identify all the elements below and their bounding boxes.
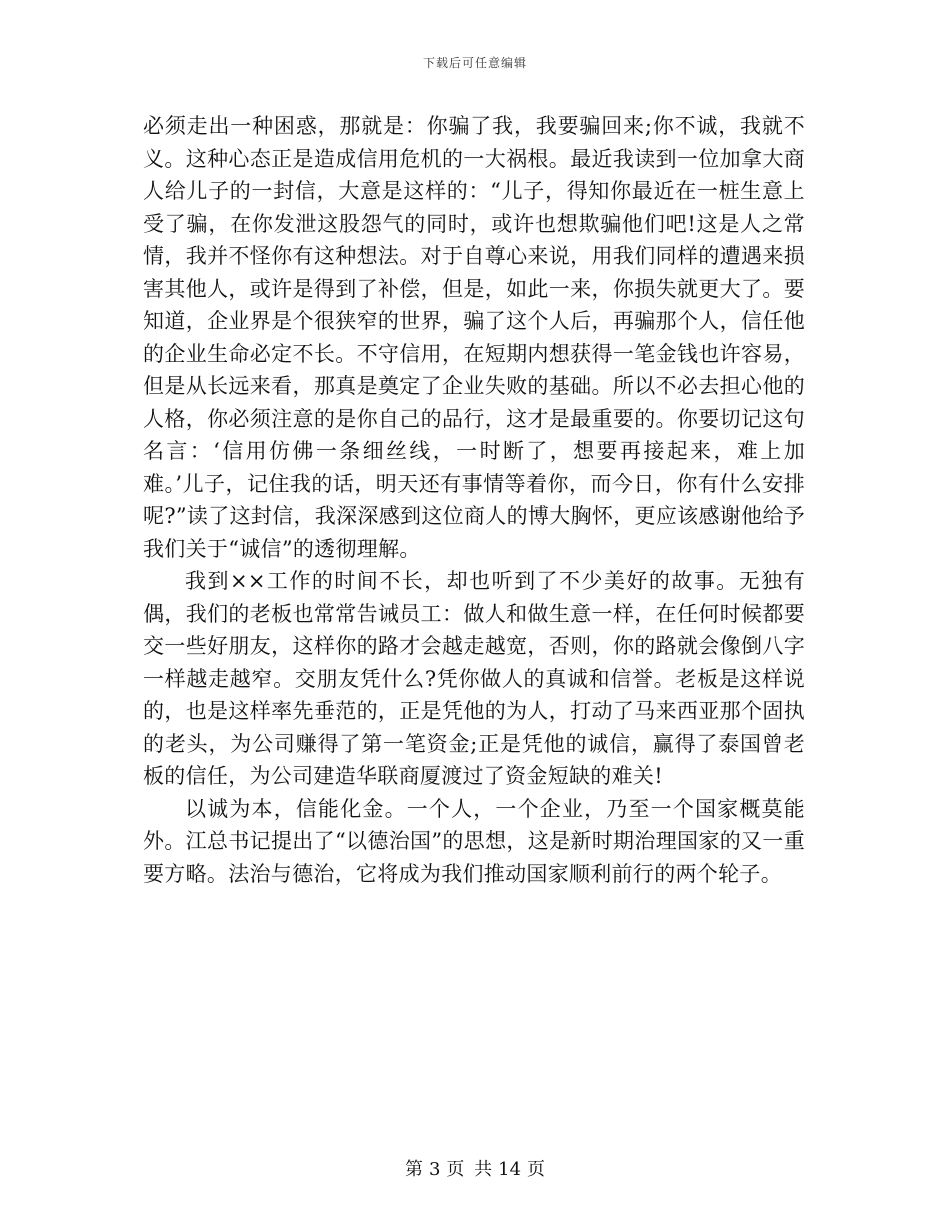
footer-prefix: 第 [404, 1159, 423, 1180]
page-footer [0, 1155, 950, 1181]
current-page-number: 3 [428, 1159, 441, 1180]
footer-suffix: 页 [527, 1159, 546, 1180]
page-header: 下载后可任意编辑 [422, 56, 527, 70]
paragraph: 我到××工作的时间不长，却也听到了不少美好的故事。无独有偶，我们的老板也常常告诫员工：做人和做生意一样，在任何时候都要交一些好朋友，这样你的路才会越走越宽，否则，你的路就会像倒八字一样越走越窄。交朋友凭什么?凭你做人的真诚和信誉。老板是这样说的，也是这样率先垂范的，正是凭他的为人，打动了马来西亚那个固执的老头，为公司赚得了第一笔资金;正是凭他的诚信，赢得了泰国曾老板的信任，为公司建造华联商厦渡过了资金短缺的难关! [143, 569, 805, 788]
paragraph: 以诚为本，信能化金。一个人，一个企业，乃至一个国家概莫能外。江总书记提出了“以德治国”的思想，这是新时期治理国家的又一重要方略。法治与德治，它将成为我们推动国家顺利前行的两个轮子。 [143, 796, 805, 886]
paragraph-continued: 必须走出一种困惑，那就是：你骗了我，我要骗回来;你不诚，我就不义。这种心态正是造成信用危机的一大祸根。最近我读到一位加拿大商人给儿子的一封信，大意是这样的：“儿子，得知你最近在一桩生意上受了骗，在你发泄这股怨气的同时，或许也想欺骗他们吧!这是人之常情，我并不怪你有这种想法。对于自尊心来说，用我们同样的遭遇来损害其他人，或许是得到了补偿，但是，如此一来，你损失就更大了。要知道，企业界是个很狭窄的世界，骗了这个人后，再骗那个人，信任他的企业生命必定不长。不守信用，在短期内想获得一笔金钱也许容易，但是从长远来看，那真是奠定了企业失败的基础。所以不必去担心他的人格，你必须注意的是你自己的品行，这才是最重要的。你要切记这句名言：‘信用仿佛一条细丝线，一时断了，想要再接起来，难上加难。’儿子，记住我的话，明天还有事情等着你，而今日，你有什么安排呢?”读了这封信，我深深感到这位商人的博大胸怀，更应该感谢他给予我们关于“诚信”的透彻理解。 [143, 114, 805, 561]
total-pages-number: 14 [498, 1159, 522, 1180]
footer-middle: 页 共 [446, 1159, 493, 1180]
document-body [143, 110, 805, 890]
